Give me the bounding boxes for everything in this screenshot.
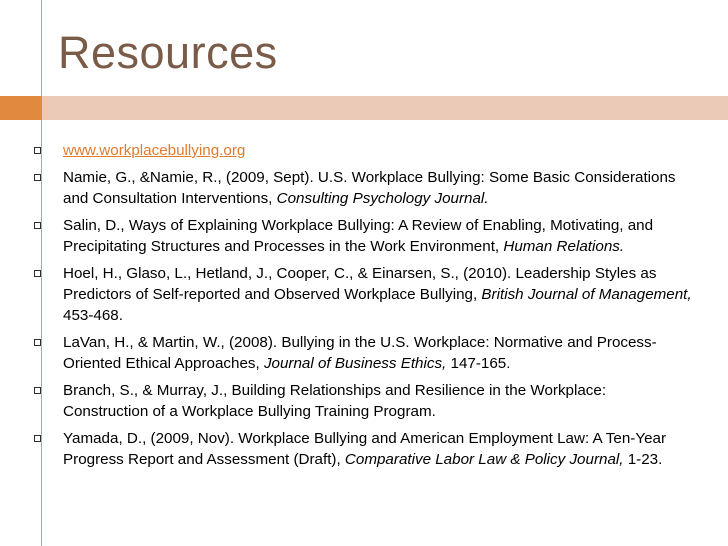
square-bullet-icon [34,387,41,394]
square-bullet-icon [34,174,41,181]
reference-item-3 [34,215,694,257]
accent-bar-right [42,96,728,120]
reference-text: Hoel, H., Glaso, L., Hetland, J., Cooper, C., & Einarsen, S., (2010). Leadership Styles as Predictors of Self-reported and Observed Workplace Bullying, British Journal of Management, 453-468. [63,265,692,324]
reference-list [34,140,694,476]
reference-text: Yamada, D., (2009, Nov). Workplace Bullying and American Employment Law: A Ten-Year Progress Report and Assessment (Draft), Comparative Labor Law & Policy Journal, 1-23. [63,430,667,468]
square-bullet-icon [34,435,41,442]
reference-text: Namie, G., &Namie, R., (2009, Sept). U.S. Workplace Bullying: Some Basic Considerations and Consultation Interventions, Consulting Psychology Journal. [63,169,676,207]
reference-item-6 [34,380,694,422]
journal-title: Journal of Business Ethics, [263,355,447,372]
website-link[interactable]: www.workplacebullying.org [63,142,246,159]
journal-title: Comparative Labor Law & Policy Journal, [344,451,624,468]
reference-item-4 [34,263,694,326]
reference-item-5 [34,332,694,374]
reference-text: Salin, D., Ways of Explaining Workplace Bullying: A Review of Enabling, Motivating, and Precipitating Structures and Processes in the Work Environment, Human Relations. [63,217,654,255]
reference-text: Branch, S., & Murray, J., Building Relationships and Resilience in the Workplace: Construction of a Workplace Bullying Training Program. [63,382,607,420]
accent-bar-left [0,96,42,120]
journal-title: Human Relations. [503,238,625,255]
square-bullet-icon [34,222,41,229]
journal-title: Consulting Psychology Journal. [276,190,489,207]
square-bullet-icon [34,270,41,277]
reference-item-2 [34,167,694,209]
reference-text: LaVan, H., & Martin, W., (2008). Bullying in the U.S. Workplace: Normative and Process-Oriented Ethical Approaches, Journal of Business Ethics, 147-165. [63,334,657,372]
square-bullet-icon [34,147,41,154]
reference-item-7 [34,428,694,470]
slide-title: Resources [58,27,278,78]
journal-title: British Journal of Management, [481,286,692,303]
reference-item-1 [34,140,694,161]
square-bullet-icon [34,339,41,346]
